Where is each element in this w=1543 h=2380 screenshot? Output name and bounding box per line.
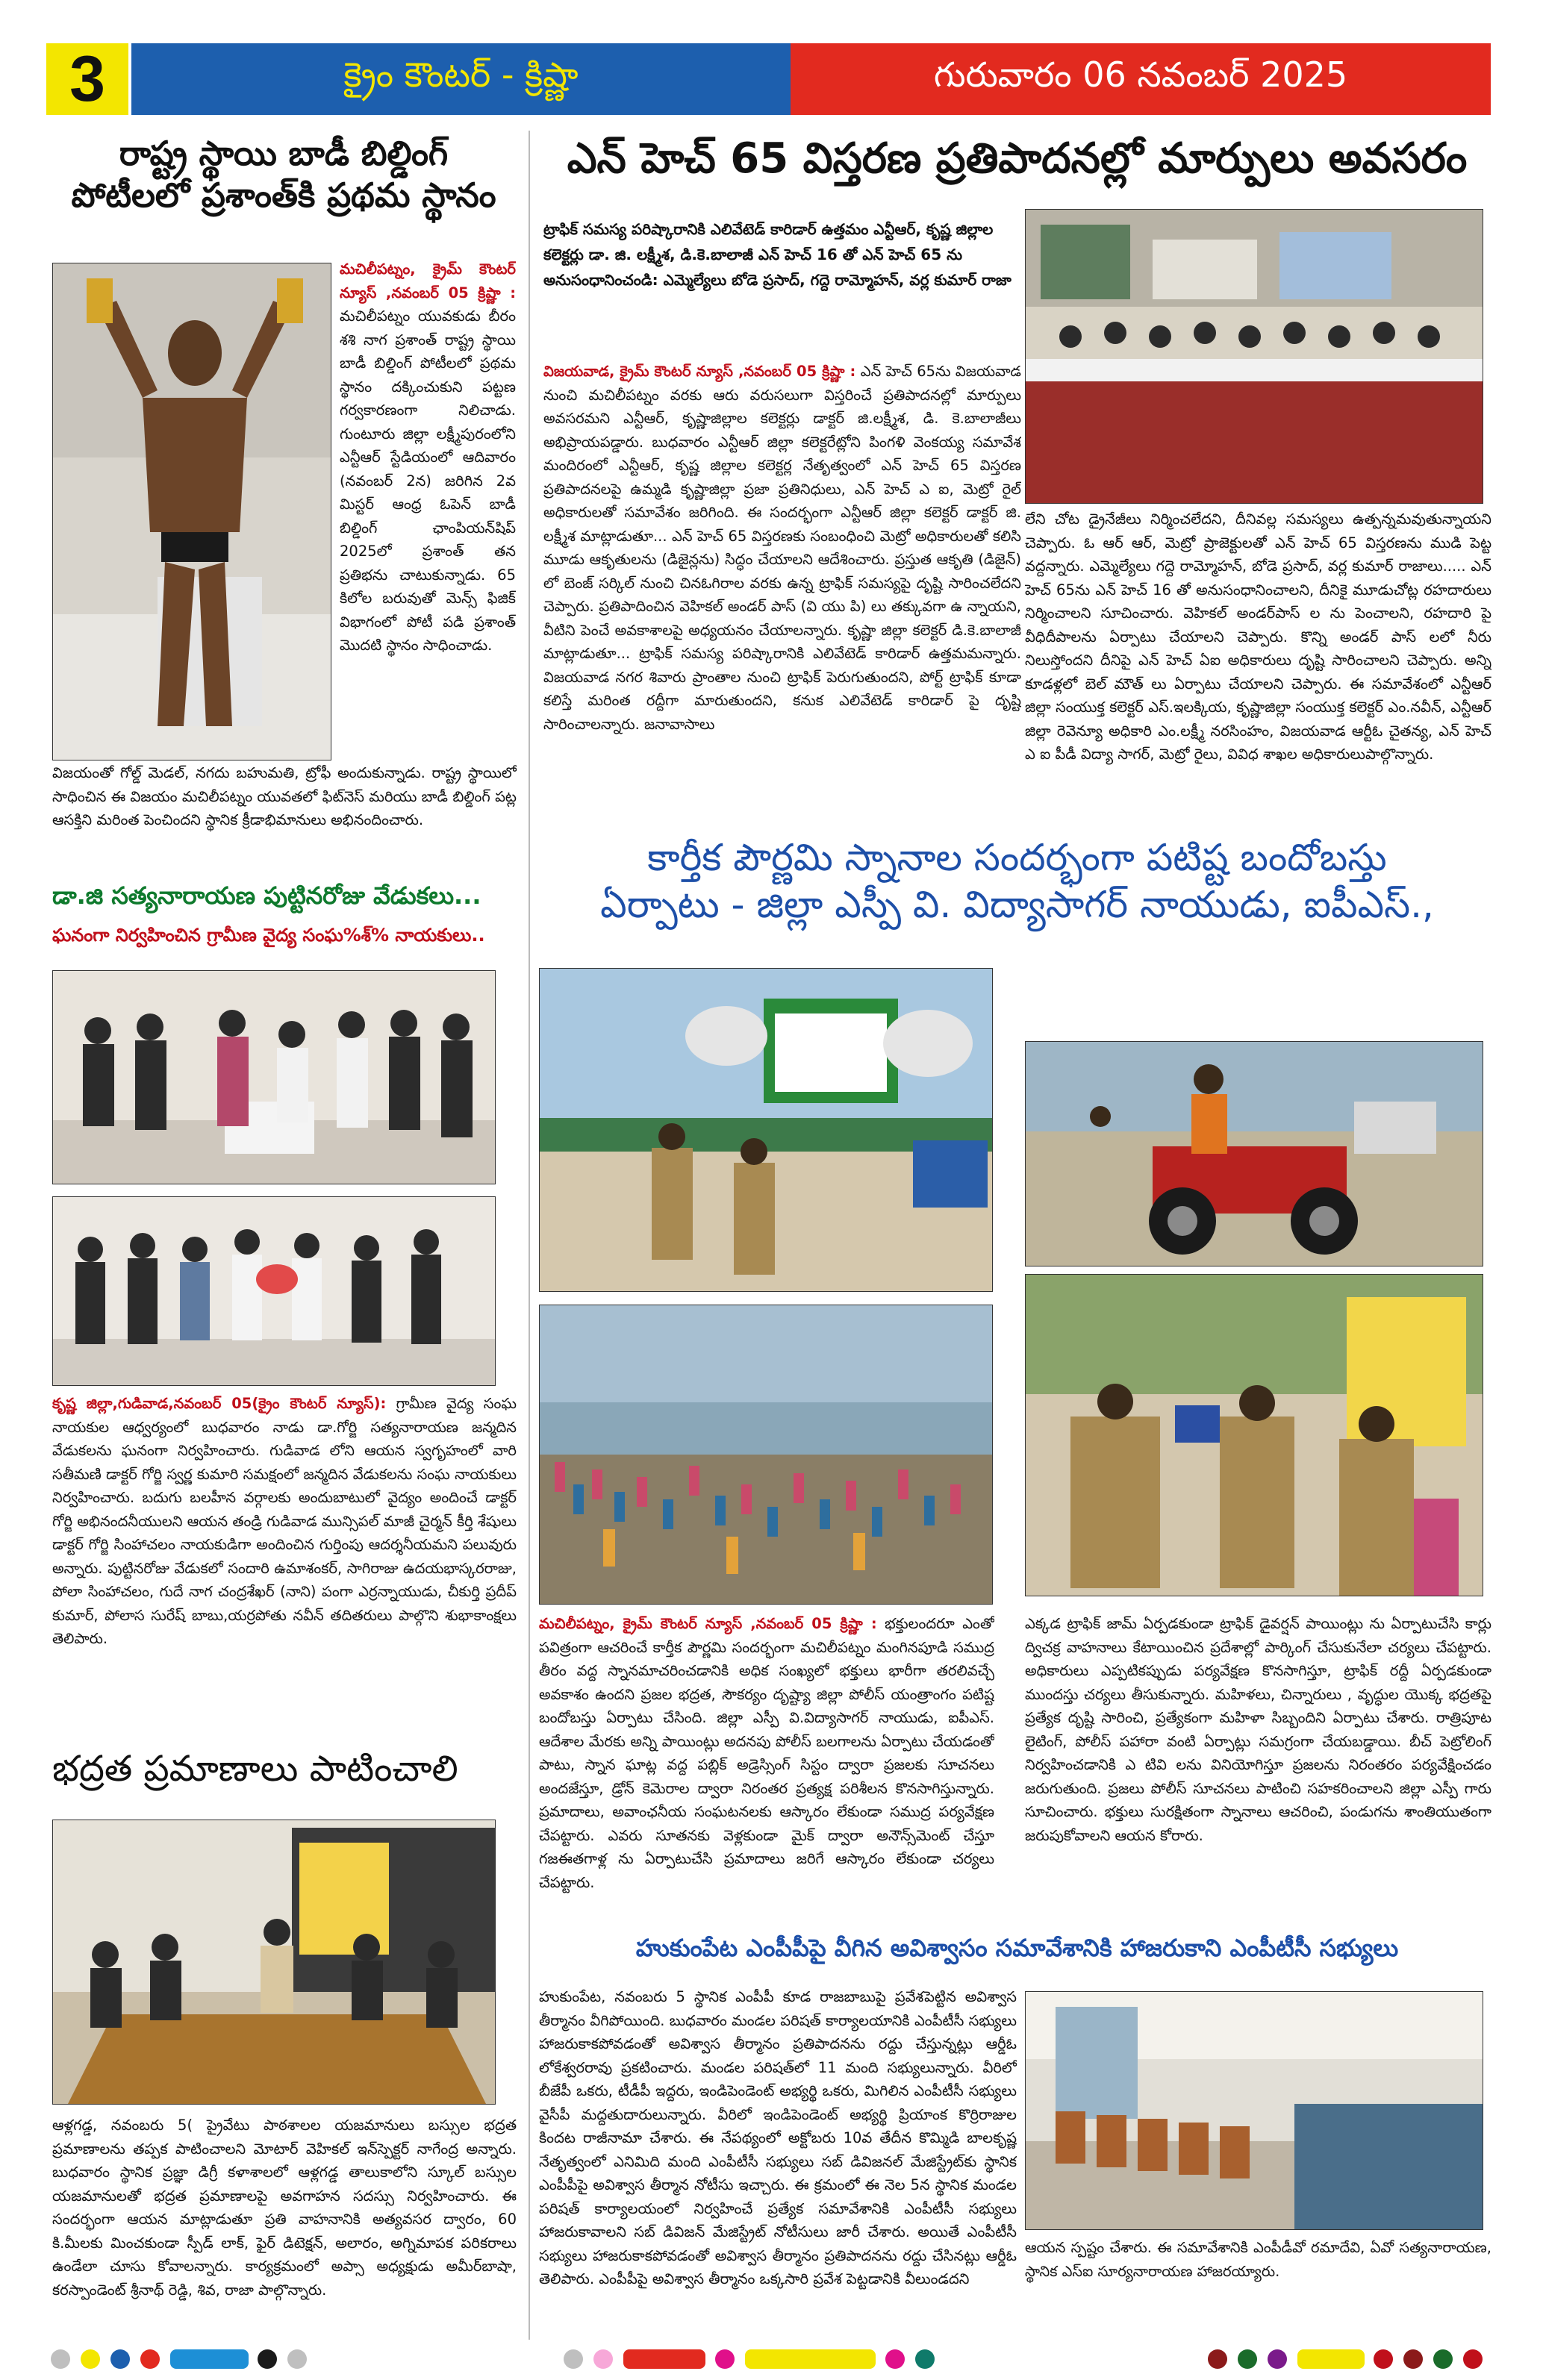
celebration-photo-1 (52, 970, 496, 1184)
celebration-photo-2 (52, 1196, 496, 1386)
story5-body-right: ఎక్కడ ట్రాఫిక్ జామ్ ఏర్పడకుండా ట్రాఫిక్ డైవర్షన్ పాయింట్లు ను ఏర్పాటుచేసి కార్లు ద్విచక్ర వాహనాలు కేటాయించిన ప్రదేశాల్లో పార్కింగ్ చేసుకునేలా చర్యలు చేపట్టారు. అధికారులు ఎప్పటికప్పుడు పర్యవేక్షణ కొనసాగిస్తూ, ట్రాఫిక్ రద్దీ ఏర్పడకుండా ముందస్తు చర్యలు తీసుకున్నారు. మహిళలు, చిన్నారులు , వృద్ధుల యొక్క భద్రతపై ప్రత్యేక దృష్టి సారించి, ప్రత్యేకంగా మహిళా సిబ్బందిని ఏర్పాటు చేశారు. రాత్రిపూట లైటింగ్, పోలీస్ పహారా వంటి ఏర్పాట్లు సమగ్రంగా చేయబడ్డాయి. బీచ్ పెట్రోలింగ్ నిర్వహించడానికి ఎ టివి లను వినియోగిస్తూ ప్రజలను నిరంతరం పర్యవేక్షించడం జరుగుతుంది. ప్రజలు పోలీస్ సూచనలు పాటించి సహకరించాలని జిల్లా ఎస్పీ గారు సూచించారు. భక్తులు సురక్షితంగా స్నానాలు ఆచరించి, పండుగను శాంతియుతంగా జరుపుకోవాలని ఆయన కోరారు. (1025, 1615, 1491, 1844)
story1-headline (52, 133, 515, 217)
story2-subheadline: ఘనంగా నిర్వహించిన గ్రామీణ వైద్య సంఘ%శ్% నాయకులు.. (52, 925, 485, 946)
story1-side-text (340, 257, 516, 758)
empty-hall-photo (1025, 1991, 1483, 2230)
police-women-photo (1025, 1274, 1483, 1596)
story4-deck-text: ట్రాఫిక్ సమస్య పరిష్కారానికి ఎలివేటెడ్ కారిడార్ ఉత్తమం ఎన్టీఆర్, కృష్ణ జిల్లాల కలెక్టర్లు డా. జి. లక్ష్మీశ, డి.కె.బాలాజీ ఎన్ హెచ్ 16 తో ఎన్ హెచ్ 65 ను అనుసంధానించండి: ఎమ్మెల్యేలు బోడె ప్రసాద్, గద్దె రామ్మోహన్, వర్ల కుమార్ రాజా (543, 220, 1011, 289)
story4-right-text (1025, 507, 1491, 832)
story1-body-bottom: విజయంతో గోల్డ్ మెడల్, నగదు బహుమతి, ట్రోఫీ అందుకున్నాడు. రాష్ట్ర స్థాయిలో సాధించిన ఈ విజయం మచిలీపట్నం యువతలో ఫిట్‌నెస్ మరియు బాడీ బిల్డింగ్ పట్ల ఆసక్తిని మరింత పెంచిందని స్థానిక క్రీడాభిమానులు అభినందించారు. (52, 764, 517, 828)
story6-text (539, 1985, 1017, 2336)
story5-headline (541, 834, 1493, 928)
story3-body: ఆళ్లగడ్డ, నవంబరు 5( ప్రైవేటు పాఠశాలల యజమానులు బస్సుల భద్రత ప్రమాణాలను తప్పక పాటించాలని మోటార్ వెహికల్ ఇన్‌స్పెక్టర్ నాగేంద్ర అన్నారు. బుధవారం స్థానిక ప్రజ్ఞా డిగ్రీ కళాశాలలో ఆళ్లగడ్డ తాలుకాలోని స్కూల్ బస్సుల యజమానులతో భద్రత ప్రమాణాలపై అవగాహన సదస్సు నిర్వహించారు. ఈ సందర్భంగా ఆయన మాట్లాడుతూ ప్రతి వాహనానికి అత్యవసర ద్వారం, 60 కి.మీలకు మించకుండా స్పీడ్ లాక్, ఫైర్ డిటెక్షన్, అలారం, అగ్నిమాపక పరికరాలు ఉండేలా చూసు కోవాలన్నారు. కార్యక్రమంలో అప్సా అధ్యక్షుడు అమీర్‌బాషా, కరస్పాండెంట్ శ్రీనాథ్ రెడ్డి, శివ, రాజా పాల్గొన్నారు. (52, 2117, 517, 2299)
story5-body-left: భక్తులందరూ ఎంతో పవిత్రంగా ఆచరించే కార్తీక పౌర్ణమి సందర్భంగా మచిలీపట్నం మంగినపూడి సముద్ర తీరం వద్ద స్నానమాచరించడానికి అధిక సంఖ్యలో భక్తులు భారీగా తరలివచ్చే అవకాశం ఉందని ప్రజల భద్రత, సౌకర్యం దృష్ట్యా జిల్లా పోలీస్ యంత్రాంగం పటిష్ట బందోబస్తు ఏర్పాటు చేసింది. జిల్లా ఎస్పీ వి.విద్యాసాగర్ నాయుడు, ఐపీఎస్. ఆదేశాల మేరకు అన్ని పాయింట్లు అదనపు పోలీస్ బలగాలను ఏర్పాటు చేయడంతో పాటు, స్నాన ఘాట్ల వద్ద పబ్లిక్ అడ్రెస్సింగ్ సిస్టం ద్వారా ప్రజలకు సూచనలు అందజేస్తూ, డ్రోన్ కెమెరాల ద్వారా నిరంతర ప్రత్యక్ష పరిశీలన కొనసాగిస్తున్నారు. ప్రమాదాలు, అవాంఛనీయ సంఘటనలకు ఆస్కారం లేకుండా సముద్ర పర్యవేక్షణ చేపట్టారు. ఎవరు సూతనకు వెళ్లకుండా మైక్ ద్వారా అనౌన్స్‌మెంట్ చేస్తూ గజఈతగాళ్ల ను ఏర్పాటుచేసి ప్రమాదాలు జరిగే ఆస్కారం లేకుండా చర్యలు చేపట్టారు. (539, 1615, 994, 1891)
footer-dot (915, 2349, 935, 2369)
story2-dateline: కృష్ణ జిల్లా,గుడివాడ,నవంబర్ 05(క్రైం కౌంటర్ న్యూస్): (52, 1395, 387, 1412)
story4-deck (543, 216, 1021, 358)
footer-dot (715, 2349, 735, 2369)
story4-headline: ఎన్ హెచ్ 65 విస్తరణ ప్రతిపాదనల్లో మార్పులు అవసరం (567, 134, 1468, 183)
story6-body: హుకుంపేట, నవంబరు 5 స్థానిక ఎంపీపీ కూడ రాజబాబుపై ప్రవేశపెట్టిన అవిశ్వాస తీర్మానం వీగిపోయింది. బుధవారం మండల పరిషత్ కార్యాలయానికి ఎంపీటీసీ సభ్యులు హాజరుకాకపోవడంతో అవిశ్వాస తీర్మానం ప్రతిపాదనను రద్దు చేస్తున్నట్లు ఆర్డీఓ లోకేశ్వరరావు ప్రకటించారు. మండల పరిషత్‌లో 11 మంది సభ్యులున్నారు. వీరిలో బీజేపీ ఒకరు, టీడీపీ ఇద్దరు, ఇండిపెండెంట్ అభ్యర్థి ఒకరు, మిగిలిన ఎంపీటీసీ సభ్యులు వైసీపీ మద్దతుదారులున్నారు. వీరిలో ఇండిపెండెంట్ అభ్యర్థి ప్రియాంక కొర్రిరాజుల కిందట రాజీనామా చేశారు. ఈ నేపథ్యంలో అక్టోబరు 10వ తేదీన కొమ్మిడి బాలకృష్ణ నేతృత్వంలో ఎనిమిది మంది ఎంపీటీసీ సభ్యులు సబ్ డివిజనల్ మేజిస్ట్రేట్‌కు స్థానిక ఎంపీపీపై అవిశ్వాస తీర్మాన నోటీసు ఇచ్చారు. ఈ క్రమంలో ఈ నెల 5న స్థానిక మండల పరిషత్ కార్యాలయంలో నిర్వహించే ప్రత్యేక సమావేశానికి ఎంపీటీసీ సభ్యులు హాజరుకావాలని సబ్ డివిజన్ మేజిస్ట్రేట్ నోటీసులు జారీ చేశారు. అయితే ఎంపీటీసీ సభ్యులు హాజరుకాకపోవడంతో అవిశ్వాస తీర్మానం ప్రతిపాదనను రద్దు చేసినట్లు ఆర్డీఓ తెలిపారు. ఎంపీపీపై అవిశ్వాస తీర్మానం ఒక్కసారి ప్రవేశ పెట్టడానికి వీలుండదని (539, 1988, 1017, 2287)
story4-body-left: ఎన్ హెచ్ 65ను విజయవాడ నుంచి మచిలీపట్నం వరకు ఆరు వరుసలుగా విస్తరించే ప్రతిపాదనల్లో మార్పులు అవసరమని ఎన్టీఆర్, కృష్ణాజిల్లాల కలెక్టర్లు డాక్టర్ జి.లక్ష్మీశ, డి. కె.బాలాజీలు అభిప్రాయపడ్డారు. బుధవారం ఎన్టీఆర్ జిల్లా కలెక్టరేట్లోని పింగళి వెంకయ్య సమావేశ మందిరంలో ఎన్టీఆర్, కృష్ణ జిల్లాల కలెక్టర్ల నేతృత్వంలో ఎన్ హెచ్ 65 విస్తరణ ప్రతిపాదనలపై ఉమ్మడి కృష్ణాజిల్లా ప్రజా ప్రతినిధులు, ఎన్ హెచ్ ఎ ఐ, మెట్రో రైల్ అధికారులతో సమావేశం జరిగింది. ఈ సందర్భంగా ఎన్టీఆర్ జిల్లా కలెక్టర్ డాక్టర్ జి. లక్ష్మీశ మాట్లాడుతూ... ఎన్ హెచ్ 65 విస్తరణకు సంబంధించి మెట్రో అధికారులతో కలిసి మూడు ఆకృతులను (డిజైన్లను) సిద్ధం చేయాలని ఆదేశించారు. ప్రస్తుత ఆకృతి (డిజైన్) లో బెంజ్ సర్కిల్ నుంచి చినఓగిరాల వరకు ఉన్న ట్రాఫిక్ సమస్యపై దృష్టి సారించలేదని చెప్పారు. ప్రతిపాదించిన వెహికల్ అండర్ పాస్ (వి యు పి) లు తక్కువగా ఉ న్నాయని, వీటిని పెంచే అవకాశాలపై అధ్యయనం చేయాలన్నారు. కృష్ణా జిల్లా కలెక్టర్ డి.కె.బాలాజీ మాట్లాడుతూ... ట్రాఫిక్ సమస్య పరిష్కారానికి ఎలివేటెడ్ కారిడార్ ఉత్తమమన్నారు. విజయవాడ నగర శివారు ప్రాంతాల నుంచి ట్రాఫిక్ పెరుగుతుందని, పోర్ట్ ట్రాఫిక్ కూడా కలిస్తే మరింత రద్దీగా మారుతుందని, కనుక ఎలివేటెడ్ కారిడార్ పై దృష్టి సారించాలన్నారు. జనావాసాలు (543, 363, 1021, 733)
footer-dot (1268, 2349, 1287, 2369)
story5-right-text (1025, 1612, 1491, 1911)
footer-dot (110, 2349, 130, 2369)
footer-dot (593, 2349, 613, 2369)
story1-headline-line2: పోటీలలో ప్రశాంత్‌కి ప్రథమ స్థానం (71, 175, 496, 216)
story1-body-side: మచిలీపట్నం యువకుడు బీరం శశి నాగ ప్రశాంత్ రాష్ట్ర స్థాయి బాడీ బిల్డింగ్ పోటీలలో ప్రథమ స్థానం దక్కించుకుని పట్టణ గర్వకారణంగా నిలిచాడు. గుంటూరు జిల్లా లక్ష్మీపురంలోని ఎన్టీఆర్ స్టేడియంలో ఆదివారం (నవంబర్ 2న) జరిగిన 2వ మిస్టర్ ఆంధ్ర ఓపెన్ బాడీ బిల్డింగ్ ఛాంపియన్‌షిప్ 2025లో ప్రశాంత్ తన ప్రతిభను చాటుకున్నాడు. 65 కిలోల బరువుతో మెన్స్ ఫిజిక్ విభాగంలో పోటీ పడి ప్రశాంత్ మొదటి స్థానం సాధించాడు. (340, 307, 516, 654)
column-divider-left (529, 131, 530, 2340)
story3-headline: భద్రత ప్రమాణాలు పాటించాలి (52, 1748, 458, 1790)
safety-meeting-photo (52, 1820, 496, 2105)
footer-dot (1433, 2349, 1453, 2369)
footer-pill (1297, 2349, 1365, 2369)
footer-dot (287, 2349, 307, 2369)
story1-headline-line1: రాష్ట్ర స్థాయి బాడీ బిల్డింగ్ (119, 134, 449, 173)
masthead-date: గురువారం 06 నవంబర్ 2025 (933, 54, 1348, 95)
story5-left-text (539, 1612, 994, 1911)
masthead-title: క్రైం కౌంటర్ - క్రిష్ణా (343, 54, 579, 95)
story4-dateline: విజయవాడ, క్రైమ్ కౌంటర్ న్యూస్ ,నవంబర్ 05 క్రిష్ణా : (543, 363, 856, 380)
footer-pill (745, 2349, 876, 2369)
footer-dot (258, 2349, 277, 2369)
footer-dot (1374, 2349, 1393, 2369)
footer-dot (81, 2349, 100, 2369)
story6-right-text (1025, 2236, 1491, 2311)
bodybuilder-photo (52, 263, 331, 760)
footer-dot (1238, 2349, 1257, 2369)
footer-pill (623, 2349, 705, 2369)
story5-headline-line2: ఏర్పాటు - జిల్లా ఎస్పీ వి. విద్యాసాగర్ నాయుడు, ఐపీఎస్., (600, 882, 1434, 926)
atv-patrol-photo (1025, 1041, 1483, 1266)
footer-pill (170, 2349, 249, 2369)
story1-dateline: మచిలీపట్నం, క్రైమ్ కౌంటర్ న్యూస్ ,నవంబర్ 05 క్రిష్ణా : (340, 260, 516, 302)
page-number: 3 (46, 43, 128, 115)
story2-headline: డా.జి సత్యనారాయణ పుట్టినరోజు వేడుకలు... (52, 881, 481, 910)
story5-headline-line1: కార్తీక పౌర్ణమి స్నానాల సందర్భంగా పటిష్ట బందోబస్తు (647, 836, 1387, 879)
story4-left-text (543, 360, 1021, 830)
footer-dot (51, 2349, 70, 2369)
beach-crowd-photo (539, 1305, 993, 1605)
footer-dot (1403, 2349, 1423, 2369)
story6-body-right: ఆయన స్పష్టం చేశారు. ఈ సమావేశానికి ఎంపీడీవో రమాదేవి, ఏవో సత్యనారాయణ, స్థానిక ఎస్ఐ సూర్యనారాయణ హాజరయ్యారు. (1025, 2239, 1491, 2280)
story3-text (52, 2114, 517, 2337)
story2-text (52, 1392, 517, 1743)
story4-body-right: లేని చోట డ్రైనేజీలు నిర్మించలేదని, దీనివల్ల సమస్యలు ఉత్పన్నమవుతున్నాయని చెప్పారు. ఓ ఆర్ ఆర్, మెట్రో ప్రాజెక్టులతో ఎన్ హెచ్ 65 విస్తరణను ముడి పెట్ట వద్దన్నారు. ఎమ్మెల్యేలు గద్దె రామ్మోహన్, బోడె ప్రసాద్, వర్ల కుమార్ రాజాలు..... ఎన్ హెచ్ 65ను ఎన్ హెచ్ 16 తో అనుసంధానించాలని, దీనికై మూడుచోట్ల రహదారులు నిర్మించాలని సూచించారు. వెహికల్ అండర్‌పాస్ ల ను పెంచాలని, రహదారి పై వీధిదీపాలను ఏర్పాటు చేయాలని చెప్పారు. కొన్ని అండర్ పాస్ లలో నీరు నిలుస్తోందని దీనిపై ఎన్ హెచ్ ఏఐ అధికారులు దృష్టి సారించాలని చెప్పారు. అన్ని కూడళ్లలో బెల్ మౌత్ లు ఏర్పాటు చేయాలని చెప్పారు. ఈ సమావేశంలో ఎన్టీఆర్ జిల్లా సంయుక్త కలెక్టర్ ఎస్.ఇలక్కియ, కృష్ణాజిల్లా సంయుక్త కలెక్టర్ ఎం.నవీన్, ఎన్టీఆర్ జిల్లా రెవెన్యూ అధికారి ఎం.లక్ష్మీ నరసింహం, విజయవాడ ఆర్టీఓ చైతన్య, ఎన్ హెచ్ ఎ ఐ పీడీ విద్యా సాగర్, మెట్రో రైలు, వివిధ శాఖల అధికారులుపాల్గొన్నారు. (1025, 510, 1491, 763)
footer-dot (1208, 2349, 1227, 2369)
nh65-meeting-photo (1025, 209, 1483, 504)
story1-bottom-text (52, 761, 517, 862)
footer-dot (1463, 2349, 1483, 2369)
footer-dot (564, 2349, 583, 2369)
footer-dot (885, 2349, 905, 2369)
story2-body: గ్రామీణ వైద్య సంఘ నాయకుల ఆధ్వర్యంలో బుధవారం నాడు డా.గోర్జి సత్యనారాయణ జన్మదిన వేడుకలను ఘనంగా నిర్వహించారు. గుడివాడ లోని ఆయన స్వగృహంలో వారి సతీమణి డాక్టర్ గోర్జి స్వర్ణ కుమారి సమక్షంలో జన్మదిన వేడుకలను సంఘ నాయకులు నిర్వహించారు. బదుగు బలహీన వర్గాలకు అందుబాటులో వైద్యం అందించే డాక్టర్ గోర్జి అభినందనీయులని ఆయన తండ్రి గుడివాడ మున్సిపల్ మాజీ చైర్మన్ కీర్తి శేషులు డాక్టర్ గోర్జి సింహాచలం నాయకుడిగా అందించిన గుర్తింపు ఆదర్శనీయమని పలువురు అన్నారు. పుట్టినరోజు వేడుకలో సందారి ఉమాశంకర్, సాగిరాజు ఉదయభాస్కరరాజు, పోలా సింహాచలం, గుదే నాగ చంద్రశేఖర్ (నాని) పంగా ఎర్రన్నాయుడు, చీకుర్తి ప్రదీప్ కుమార్, పోలాస సురేష్ బాబు,యర్రపోతు నవీన్ తదితరులు పాల్గొని శుభాకాంక్షలు తెలిపారు. (52, 1395, 517, 1647)
footer-dot (140, 2349, 160, 2369)
story6-headline: హుకుంపేట ఎంపీపీపై వీగిన అవిశ్వాసం సమావేశానికి హాజరుకాని ఎంపీటీసీ సభ్యులు (635, 1934, 1399, 1962)
beach-police-photo (539, 968, 993, 1292)
story5-dateline: మచిలీపట్నం, క్రైమ్ కౌంటర్ న్యూస్ ,నవంబర్ 05 క్రిష్ణా : (539, 1615, 877, 1632)
